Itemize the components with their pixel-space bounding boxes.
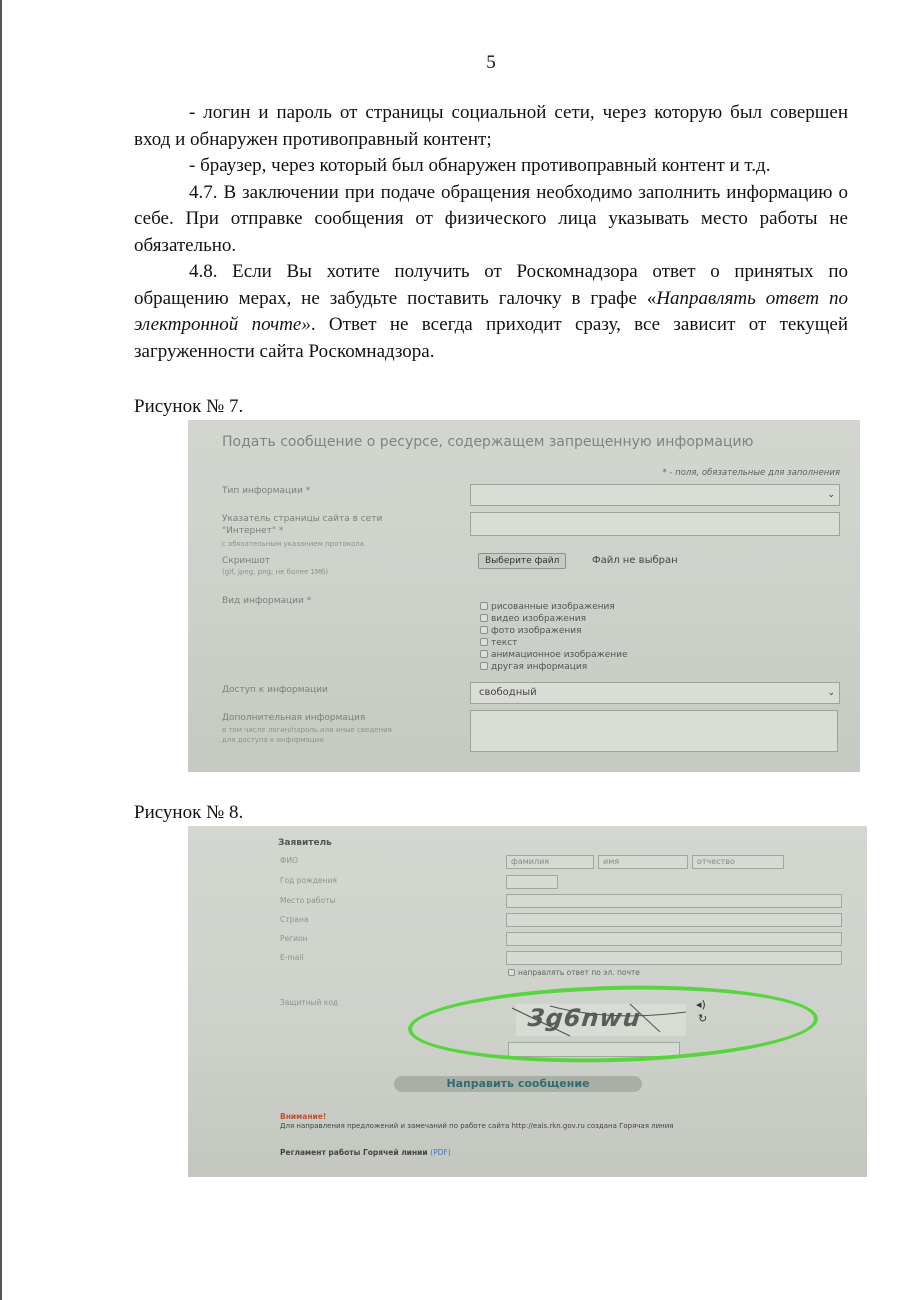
- access-select[interactable]: [470, 682, 840, 704]
- checkbox-icon: [480, 650, 488, 658]
- country-input[interactable]: [506, 913, 842, 927]
- email-label: E-mail: [280, 953, 304, 962]
- choose-file-button[interactable]: Выберите файл: [478, 553, 566, 569]
- file-status: Файл не выбран: [592, 555, 678, 566]
- captcha-text: 3g6nwu: [526, 1004, 643, 1032]
- paragraph-4-8-start: 4.8. Если Вы хотите получить от Роскомнадзора ответ о принятых по обращению мерах, не забудьте поставить галочку в графе «: [134, 261, 848, 309]
- url-input[interactable]: [470, 512, 840, 536]
- checkbox-drawn-images[interactable]: [480, 601, 628, 613]
- page-number: 5: [486, 52, 496, 73]
- url-label-line1: Указатель страницы сайта в сети: [222, 514, 383, 524]
- email-input[interactable]: [506, 951, 842, 965]
- url-label-line2: "Интернет" *: [222, 526, 284, 536]
- regulation-pdf-link[interactable]: (PDF): [430, 1148, 451, 1157]
- hotline-regulation: [280, 1148, 451, 1157]
- region-input[interactable]: [506, 932, 842, 946]
- checkbox-icon: [480, 614, 488, 622]
- surname-input[interactable]: фамилия: [506, 855, 594, 869]
- checkbox-text[interactable]: [480, 637, 628, 649]
- birth-year-input[interactable]: [506, 875, 558, 889]
- name-input[interactable]: имя: [598, 855, 688, 869]
- checkbox-icon: [508, 969, 515, 976]
- checkbox-label: рисованные изображения: [491, 602, 615, 612]
- figure-8-photo: [188, 826, 867, 1177]
- checkbox-label: фото изображения: [491, 626, 582, 636]
- screenshot-label: Скриншот: [222, 556, 271, 566]
- checkbox-icon: [480, 602, 488, 610]
- extra-info-hint-2: для доступа к информации: [222, 736, 324, 744]
- checkbox-animation[interactable]: [480, 649, 628, 661]
- hotline-note: Для направления предложений и замечаний по работе сайта http://eais.rkn.gov.ru создана Горячая линия: [280, 1122, 674, 1130]
- checkbox-other[interactable]: [480, 661, 628, 673]
- birth-year-label: Год рождения: [280, 876, 337, 885]
- fio-label: ФИО: [280, 856, 298, 865]
- required-fields-note: * - поля, обязательные для заполнения: [662, 468, 840, 478]
- country-label: Страна: [280, 915, 309, 924]
- checkbox-icon: [480, 638, 488, 646]
- paragraph-login: - логин и пароль от страницы социальной сети, через которую был совершен вход и обнаружен противоправный контент;: [134, 102, 848, 150]
- workplace-label: Место работы: [280, 896, 336, 905]
- checkbox-video[interactable]: [480, 613, 628, 625]
- paragraph-browser: - браузер, через который был обнаружен противоправный контент и т.д.: [189, 155, 771, 176]
- checkbox-icon: [480, 626, 488, 634]
- applicant-heading: Заявитель: [278, 838, 332, 848]
- info-type-select[interactable]: [470, 484, 840, 506]
- email-reply-checkbox[interactable]: [508, 968, 640, 977]
- paragraph-4-7: 4.7. В заключении при подаче обращения необходимо заполнить информацию о себе. При отправке сообщения от физического лица указывать место работы не обязательно.: [134, 181, 848, 256]
- checkbox-icon: [480, 662, 488, 670]
- page-edge-rule: [0, 0, 2, 1300]
- chevron-down-icon: ⌄: [827, 490, 835, 500]
- send-message-button[interactable]: Направить сообщение: [394, 1076, 642, 1092]
- info-type-label: Тип информации *: [222, 486, 311, 496]
- checkbox-label: текст: [491, 638, 518, 648]
- info-kind-checkbox-list: [480, 601, 628, 673]
- workplace-input[interactable]: [506, 894, 842, 908]
- paragraph-4-8-end: . Ответ не всегда приходит сразу, все зависит от текущей загруженности сайта Роскомнадзора.: [134, 314, 848, 362]
- url-hint: с обязательным указанием протокола: [222, 540, 365, 548]
- extra-info-label: Дополнительная информация: [222, 713, 366, 723]
- info-kind-label: Вид информации *: [222, 596, 312, 606]
- checkbox-label: видео изображения: [491, 614, 586, 624]
- screenshot-hint: (gif, jpeg, png; не более 1Мб): [222, 568, 329, 576]
- body-text: [134, 100, 848, 365]
- warning-title: Внимание!: [280, 1112, 327, 1121]
- email-reply-label: направлять ответ по эл. почте: [518, 968, 640, 977]
- regulation-text: Регламент работы Горячей линии: [280, 1148, 428, 1157]
- captcha-highlight-ring: [407, 981, 819, 1068]
- checkbox-label: другая информация: [491, 662, 588, 672]
- extra-info-textarea[interactable]: [470, 710, 838, 752]
- speaker-icon[interactable]: ◂): [696, 998, 706, 1011]
- access-value: свободный: [479, 687, 537, 698]
- paragraph-4-8-emphasis: Направлять ответ по электронной почте»: [134, 287, 848, 335]
- figure-8-caption: Рисунок № 8.: [134, 802, 244, 823]
- access-label: Доступ к информации: [222, 685, 328, 695]
- paragraph-4-8: [134, 259, 848, 365]
- refresh-icon[interactable]: ↻: [698, 1012, 708, 1025]
- patronymic-input[interactable]: отчество: [692, 855, 784, 869]
- figure-7-photo: [188, 420, 860, 772]
- captcha-label: Защитный код: [280, 998, 339, 1007]
- checkbox-label: анимационное изображение: [491, 650, 628, 660]
- checkbox-photo[interactable]: [480, 625, 628, 637]
- extra-info-hint-1: в том числе логин/пароль или иные сведения: [222, 726, 392, 734]
- region-label: Регион: [280, 934, 308, 943]
- form-title: Подать сообщение о ресурсе, содержащем запрещенную информацию: [222, 434, 754, 450]
- figure-7-caption: Рисунок № 7.: [134, 396, 244, 417]
- chevron-down-icon: ⌄: [827, 688, 835, 698]
